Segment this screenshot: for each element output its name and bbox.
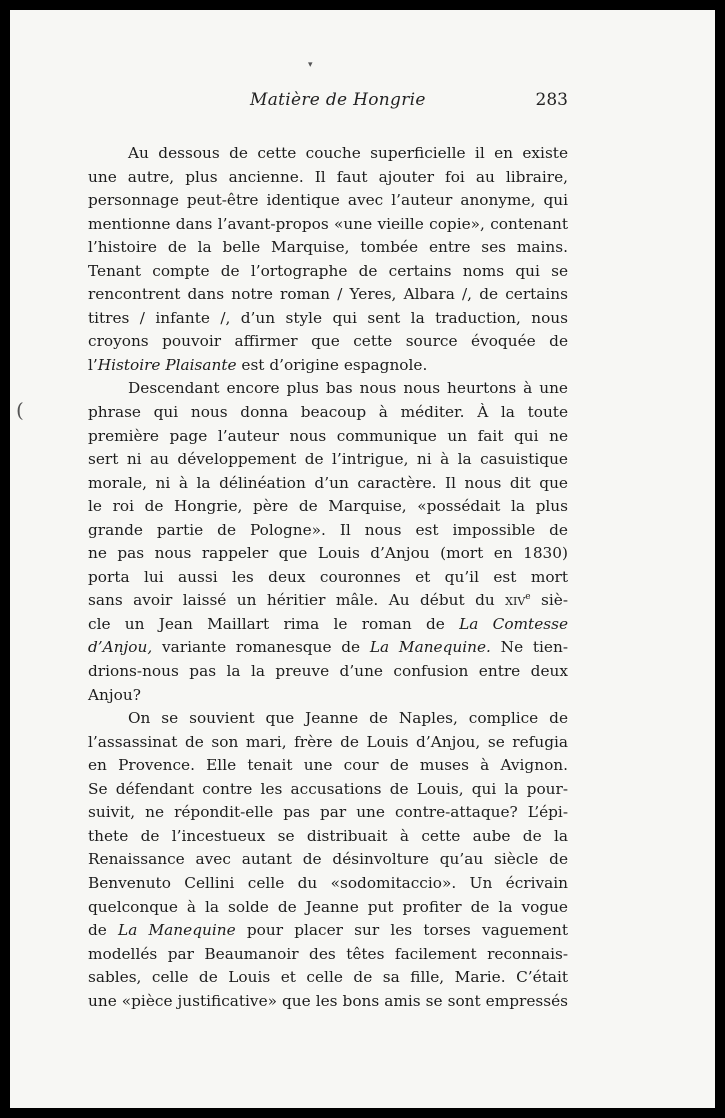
- page-header: [88, 90, 568, 116]
- text-line: Au dessous de cette couche superficielle il en existe: [128, 144, 568, 162]
- body-text: [88, 142, 568, 1013]
- text-line: On se souvient que Jeanne de Naples, complice de: [128, 709, 568, 728]
- text-line: une «pièce justificative» que les bons amis se sont empressés: [88, 991, 568, 1010]
- italic-title: La Manequine: [118, 921, 236, 940]
- text-line: Anjou?: [88, 685, 141, 704]
- italic-title: La Comtesse: [459, 614, 568, 633]
- text-line: cle un Jean Maillart rima le roman de La Comtesse: [88, 614, 568, 633]
- text-line: d’Anjou, variante romanesque de La Manequine. Ne tien-: [88, 638, 569, 657]
- italic-title: d’Anjou,: [88, 638, 153, 657]
- text-line: une autre, plus ancienne. Il faut ajouter foi au libraire,: [88, 167, 568, 186]
- text-line: l’Histoire Plaisante est d’origine espagnole.: [88, 355, 428, 374]
- text-line: Descendant encore plus bas nous nous heurtons à une: [128, 379, 568, 398]
- text-line: quelconque à la solde de Jeanne put profiter de la vogue: [88, 897, 568, 916]
- scan-speck: ▾: [308, 60, 313, 70]
- text-line: sables, celle de Louis et celle de sa fille, Marie. C’était: [88, 968, 568, 987]
- text-line: mentionne dans l’avant-propos «une vieille copie», contenant: [88, 214, 568, 233]
- text-line: thete de l’incestueux se distribuait à cette aube de la: [88, 826, 568, 845]
- text-line: grande partie de Pologne». Il nous est impossible de: [88, 520, 568, 539]
- running-title: Matière de Hongrie: [250, 90, 426, 110]
- text-line: morale, ni à la délinéation d’un caractère. Il nous dit que: [88, 473, 568, 492]
- text-line: en Provence. Elle tenait une cour de muses à Avignon.: [88, 756, 568, 775]
- text-line: Se défendant contre les accusations de Louis, qui la pour-: [88, 779, 568, 798]
- text-line: de La Manequine pour placer sur les torses vaguement: [88, 921, 568, 940]
- text-line: suivit, ne répondit-elle pas par une contre-attaque? L’épi-: [88, 803, 568, 822]
- text-line: le roi de Hongrie, père de Marquise, «possédait la plus: [88, 497, 568, 516]
- text-line: rencontrent dans notre roman / Yeres, Albara /, de certains: [88, 285, 568, 304]
- page-number: 283: [535, 90, 568, 110]
- text-line: ne pas nous rappeler que Louis d’Anjou (mort en 1830): [88, 544, 568, 563]
- text-line: drions-nous pas la la preuve d’une confusion entre deux: [88, 662, 568, 681]
- text-line: porta lui aussi les deux couronnes et qu’il est mort: [88, 567, 568, 586]
- text-line: titres / infante /, d’un style qui sent la traduction, nous: [88, 308, 568, 327]
- text-line: modellés par Beaumanoir des têtes facilement reconnais-: [88, 944, 568, 963]
- text-line: première page l’auteur nous communique un fait qui ne: [88, 426, 568, 445]
- book-page: [10, 10, 715, 1108]
- italic-title: Histoire Plaisante: [97, 355, 237, 374]
- text-line: sert ni au développement de l’intrigue, ni à la casuistique: [88, 450, 568, 469]
- text-line: Benvenuto Cellini celle du «sodomitaccio». Un écrivain: [88, 873, 568, 892]
- text-line: phrase qui nous donna beacoup à méditer. À la toute: [88, 403, 568, 422]
- text-line: croyons pouvoir affirmer que cette source évoquée de: [88, 332, 568, 351]
- text-line: sans avoir laissé un héritier mâle. Au début du xiv$^e$ siè-: [88, 591, 568, 610]
- italic-title: La Manequine.: [369, 638, 491, 657]
- text-line: personnage peut-être identique avec l’auteur anonyme, qui: [88, 191, 568, 210]
- text-line: Renaissance avec autant de désinvolture qu’au siècle de: [88, 850, 568, 869]
- text-line: l’assassinat de son mari, frère de Louis d’Anjou, se refugia: [88, 732, 568, 751]
- text-line: Tenant compte de l’ortographe de certains noms qui se: [88, 261, 568, 280]
- margin-mark: (: [16, 398, 24, 422]
- text-line: l’histoire de la belle Marquise, tombée entre ses mains.: [88, 238, 568, 257]
